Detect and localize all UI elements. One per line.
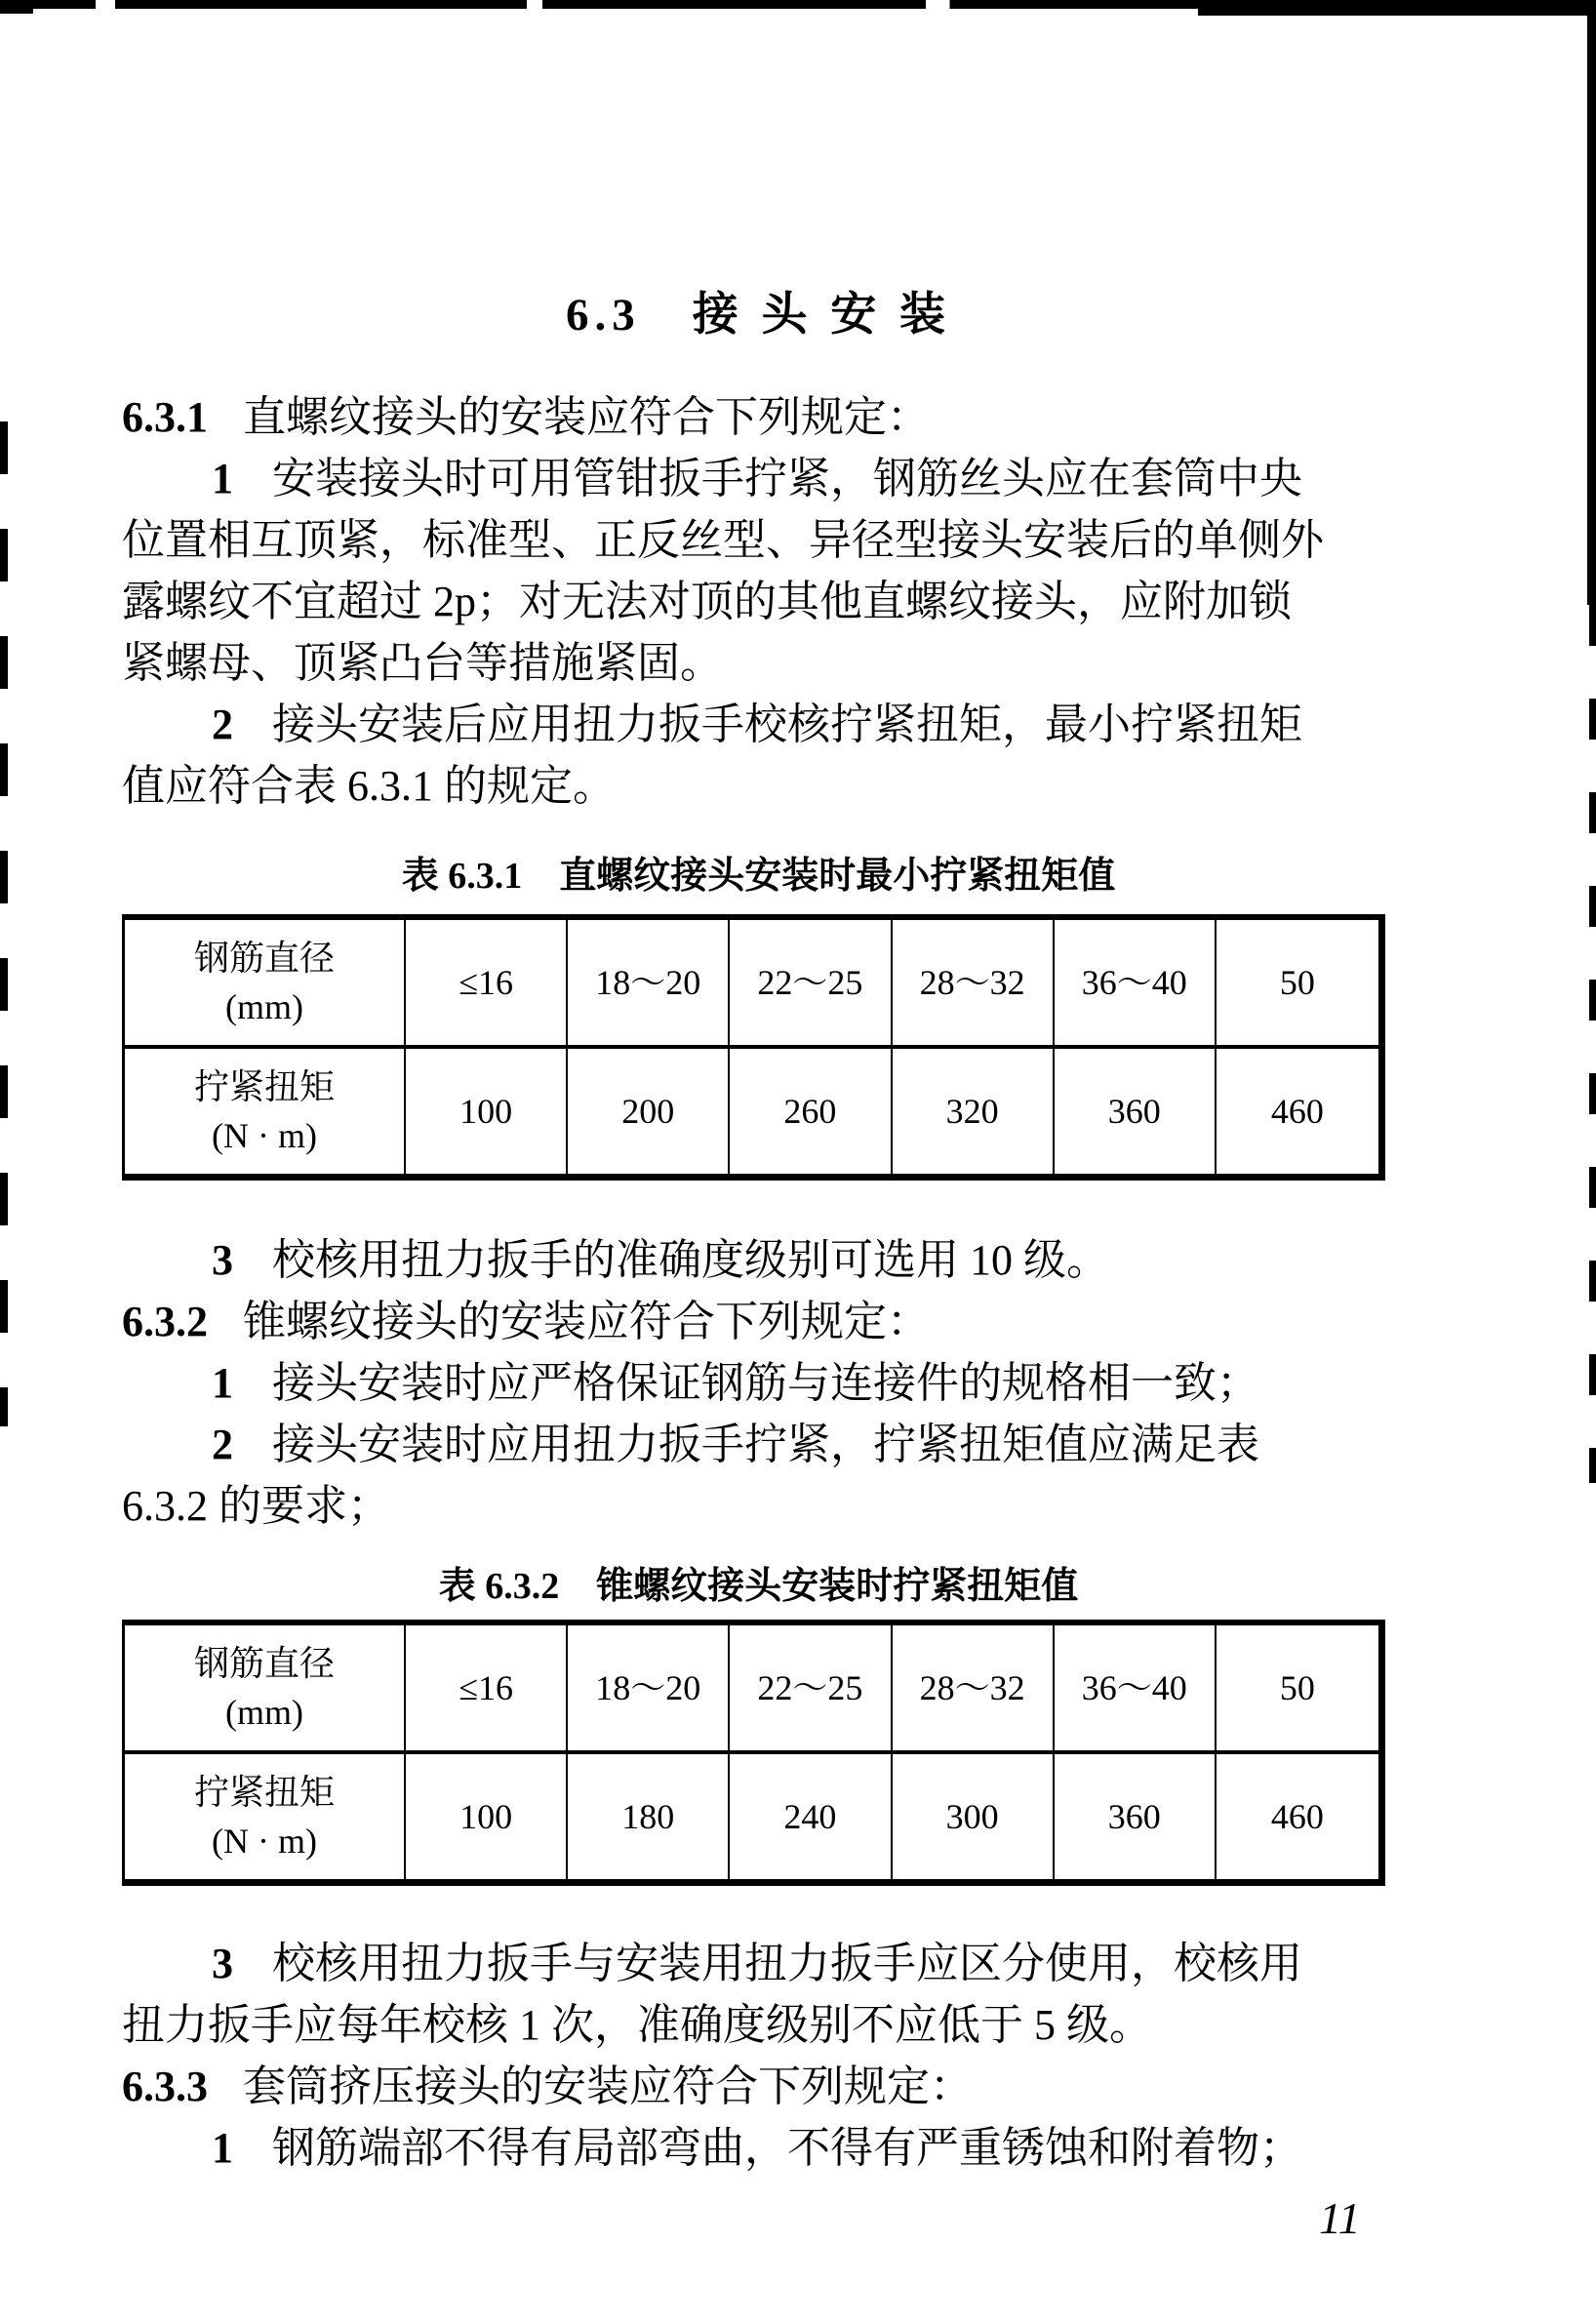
paragraph-text: 露螺纹不宜超过 2p；对无法对顶的其他直螺纹接头，应附加锁 [122, 578, 1292, 625]
table-row [125, 1754, 1378, 1879]
clause-6-3-3-heading [122, 2056, 1395, 2117]
torque-cell: 180 [568, 1754, 730, 1879]
paragraph-line [122, 632, 1395, 694]
scan-artifact-top-left [0, 0, 33, 14]
paragraph-line [122, 509, 1395, 571]
table-6-3-1 [122, 914, 1385, 1181]
torque-cell: 240 [730, 1754, 892, 1879]
table-header-cell [125, 1049, 406, 1174]
torque-cell: 320 [893, 1049, 1055, 1174]
paragraph-line [122, 1475, 1395, 1537]
diameter-cell: 36～40 [1055, 920, 1217, 1045]
paragraph-line [122, 694, 1395, 755]
table-6-3-2 [122, 1620, 1385, 1886]
paragraph-text: 接头安装时应用扭力扳手拧紧，拧紧扭矩值应满足表 [272, 1421, 1259, 1468]
item-number: 2 [212, 1421, 233, 1468]
paragraph-line [122, 571, 1395, 632]
text-block [122, 0, 1395, 2179]
scan-artifact-right-dashes [1589, 605, 1596, 1483]
table-row [125, 1049, 1378, 1174]
paragraph-line [122, 1414, 1395, 1475]
paragraph-text: 位置相互顶紧，标准型、正反丝型、异径型接头安装后的单侧外 [122, 516, 1324, 564]
scan-artifact-left-dashes [0, 421, 8, 1426]
paragraph-text: 扭力扳手应每年校核 1 次，准确度级别不应低于 5 级。 [122, 2001, 1152, 2049]
paragraph-line [122, 1229, 1395, 1291]
scan-artifact-right-edge [1587, 0, 1596, 605]
clause-text: 套筒挤压接头的安装应符合下列规定： [243, 2063, 973, 2110]
table-row [125, 1625, 1378, 1754]
diameter-cell: 28～32 [893, 1625, 1055, 1750]
paragraph-text: 紧螺母、顶紧凸台等措施紧固。 [122, 639, 723, 687]
item-number: 3 [212, 1940, 233, 1987]
diameter-cell: 18～20 [568, 1625, 730, 1750]
row-unit: (N · m) [212, 1822, 317, 1861]
torque-cell: 360 [1055, 1049, 1217, 1174]
table-header-cell [125, 1625, 406, 1750]
diameter-cell: ≤16 [406, 1625, 568, 1750]
paragraph-line [122, 1352, 1395, 1414]
paragraph-text: 校核用扭力扳手的准确度级别可选用 10 级。 [272, 1236, 1109, 1284]
torque-cell: 200 [568, 1049, 730, 1174]
diameter-cell: 50 [1279, 1668, 1315, 1707]
torque-cell: 360 [1055, 1754, 1217, 1879]
paragraph-line [122, 755, 1395, 817]
clause-6-3-2-heading [122, 1291, 1395, 1352]
paragraph-text: 值应符合表 6.3.1 的规定。 [122, 762, 616, 810]
paragraph-line [122, 2117, 1395, 2179]
diameter-cell: 18～20 [568, 920, 730, 1045]
header-label: 钢筋直径 [193, 939, 335, 978]
section-title: 6.3 接 头 安 装 [566, 290, 951, 341]
paragraph-text: 6.3.2 的要求； [122, 1482, 390, 1530]
table-6-3-2-caption: 表 6.3.2 锥螺纹接头安装时拧紧扭矩值 [438, 1566, 1079, 1607]
page-number: 11 [1319, 2193, 1361, 2243]
table-header-cell [125, 920, 406, 1045]
item-number: 1 [212, 455, 233, 502]
item-number: 3 [212, 1236, 233, 1284]
torque-cell: 100 [406, 1049, 568, 1174]
diameter-cell: 22～25 [730, 1625, 892, 1750]
clause-text: 直螺纹接头的安装应符合下列规定： [243, 393, 930, 441]
paragraph-text: 接头安装时应严格保证钢筋与连接件的规格相一致； [272, 1359, 1259, 1407]
header-label: 钢筋直径 [193, 1644, 335, 1683]
diameter-cell: 36～40 [1055, 1625, 1217, 1750]
paragraph-text: 接头安装后应用扭力扳手校核拧紧扭矩，最小拧紧扭矩 [272, 701, 1302, 748]
paragraph-line [122, 1994, 1395, 2056]
paragraph-line [122, 1933, 1395, 1994]
diameter-cell: 28～32 [893, 920, 1055, 1045]
paragraph-text: 校核用扭力扳手与安装用扭力扳手应区分使用，校核用 [272, 1940, 1302, 1987]
clause-6-3-1-heading [122, 386, 1395, 448]
clause-number: 6.3.3 [122, 2063, 208, 2110]
torque-cell: 460 [1270, 1797, 1324, 1836]
diameter-cell: 22～25 [730, 920, 892, 1045]
torque-cell: 100 [406, 1754, 568, 1879]
diameter-cell: ≤16 [406, 920, 568, 1045]
table-6-3-1-caption: 表 6.3.1 直螺纹接头安装时最小拧紧扭矩值 [401, 856, 1116, 897]
row-label: 拧紧扭矩 [193, 1773, 335, 1812]
header-unit: (mm) [225, 1693, 303, 1732]
paragraph-line [122, 448, 1395, 509]
torque-cell: 460 [1270, 1092, 1324, 1131]
header-unit: (mm) [225, 987, 303, 1026]
clause-number: 6.3.1 [122, 393, 208, 441]
table-row [125, 920, 1378, 1049]
torque-cell: 260 [730, 1049, 892, 1174]
table-header-cell [125, 1754, 406, 1879]
item-number: 1 [212, 1359, 233, 1407]
item-number: 1 [212, 2124, 233, 2172]
paragraph-text: 钢筋端部不得有局部弯曲，不得有严重锈蚀和附着物； [272, 2124, 1302, 2172]
torque-cell: 300 [893, 1754, 1055, 1879]
row-label: 拧紧扭矩 [193, 1067, 335, 1106]
item-number: 2 [212, 701, 233, 748]
diameter-cell: 50 [1279, 963, 1315, 1002]
clause-number: 6.3.2 [122, 1298, 208, 1345]
clause-text: 锥螺纹接头的安装应符合下列规定： [243, 1298, 930, 1345]
paragraph-text: 安装接头时可用管钳扳手拧紧，钢筋丝头应在套筒中央 [272, 455, 1302, 502]
row-unit: (N · m) [212, 1116, 317, 1155]
